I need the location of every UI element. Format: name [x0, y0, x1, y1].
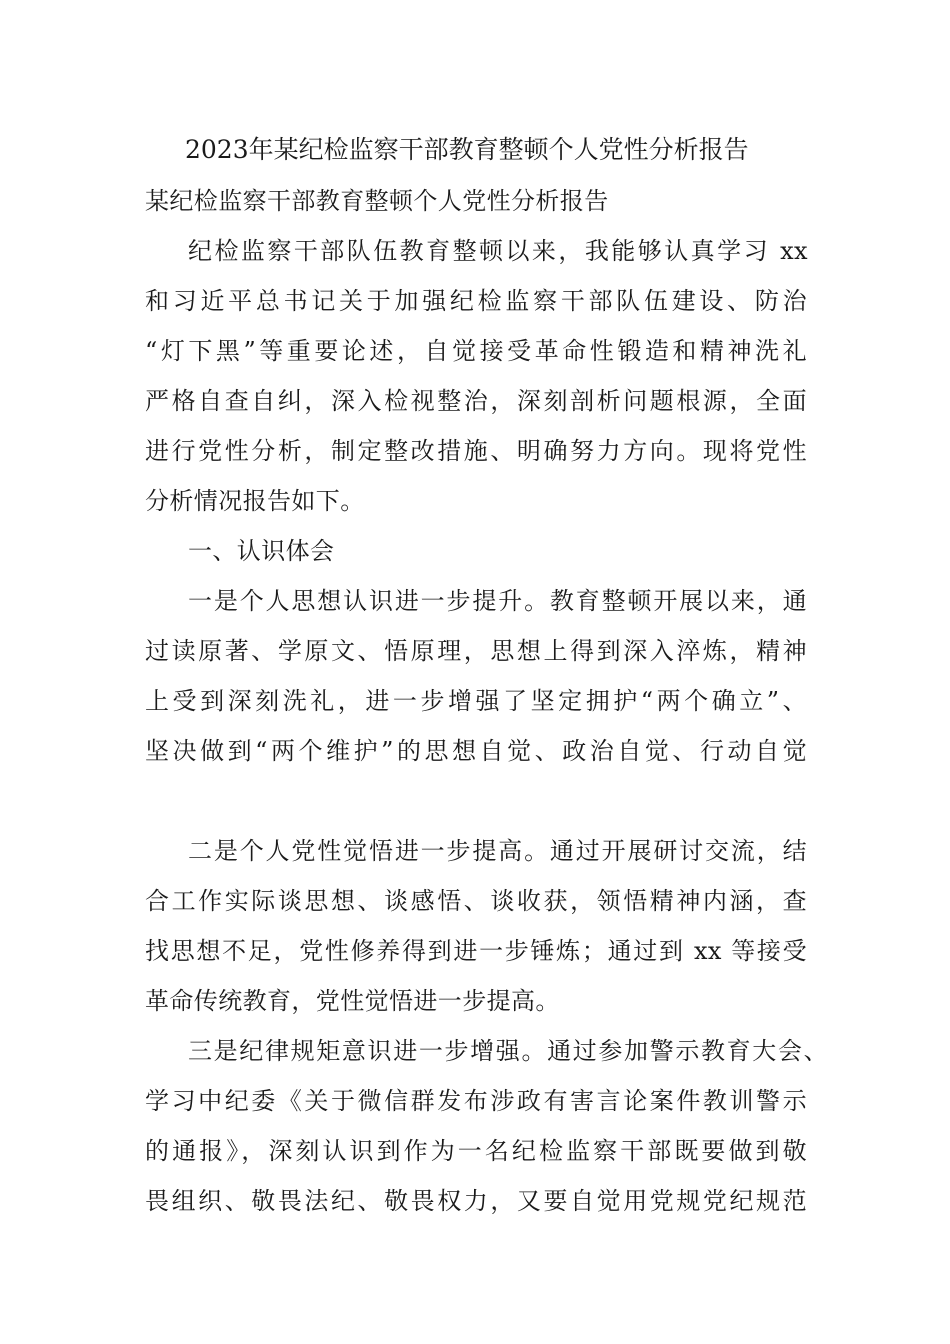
paragraph-line: 进行党性分析，制定整改措施、明确努力方向。现将党性	[145, 437, 807, 465]
paragraph-line: 上受到深刻洗礼，进一步增强了坚定拥护“两个确立”、	[145, 687, 807, 715]
document-subtitle: 某纪检监察干部教育整顿个人党性分析报告	[145, 187, 609, 215]
paragraph-line: 纪检监察干部队伍教育整顿以来，我能够认真学习 xx	[188, 237, 808, 265]
paragraph-line: “灯下黑”等重要论述，自觉接受革命性锻造和精神洗礼	[145, 337, 807, 365]
paragraph-line: 和习近平总书记关于加强纪检监察干部队伍建设、防治	[145, 287, 807, 315]
paragraph-line: 严格自查自纠，深入检视整治，深刻剖析问题根源，全面	[145, 387, 807, 415]
document-title: 2023年某纪检监察干部教育整顿个人党性分析报告	[185, 135, 749, 164]
paragraph-line: 坚决做到“两个维护”的思想自觉、政治自觉、行动自觉	[145, 737, 807, 765]
paragraph-line: 畏组织、敬畏法纪、敬畏权力，又要自觉用党规党纪规范	[145, 1187, 807, 1215]
paragraph-line: 一是个人思想认识进一步提升。教育整顿开展以来，通	[188, 587, 807, 615]
paragraph-line: 分析情况报告如下。	[145, 487, 365, 515]
section-heading: 一、认识体会	[188, 537, 335, 565]
paragraph-line: 学习中纪委《关于微信群发布涉政有害言论案件教训警示	[145, 1087, 807, 1115]
paragraph-line: 合工作实际谈思想、谈感悟、谈收获，领悟精神内涵，查	[145, 887, 807, 915]
paragraph-line: 的通报》，深刻认识到作为一名纪检监察干部既要做到敬	[145, 1137, 807, 1165]
paragraph-line: 过读原著、学原文、悟原理，思想上得到深入淬炼，精神	[145, 637, 807, 665]
paragraph-line: 革命传统教育，党性觉悟进一步提高。	[145, 987, 560, 1015]
paragraph-line: 三是纪律规矩意识进一步增强。通过参加警示教育大会、	[188, 1037, 828, 1065]
paragraph-line: 二是个人党性觉悟进一步提高。通过开展研讨交流，结	[188, 837, 807, 865]
paragraph-line: 找思想不足，党性修养得到进一步锤炼；通过到 xx 等接受	[145, 937, 807, 965]
